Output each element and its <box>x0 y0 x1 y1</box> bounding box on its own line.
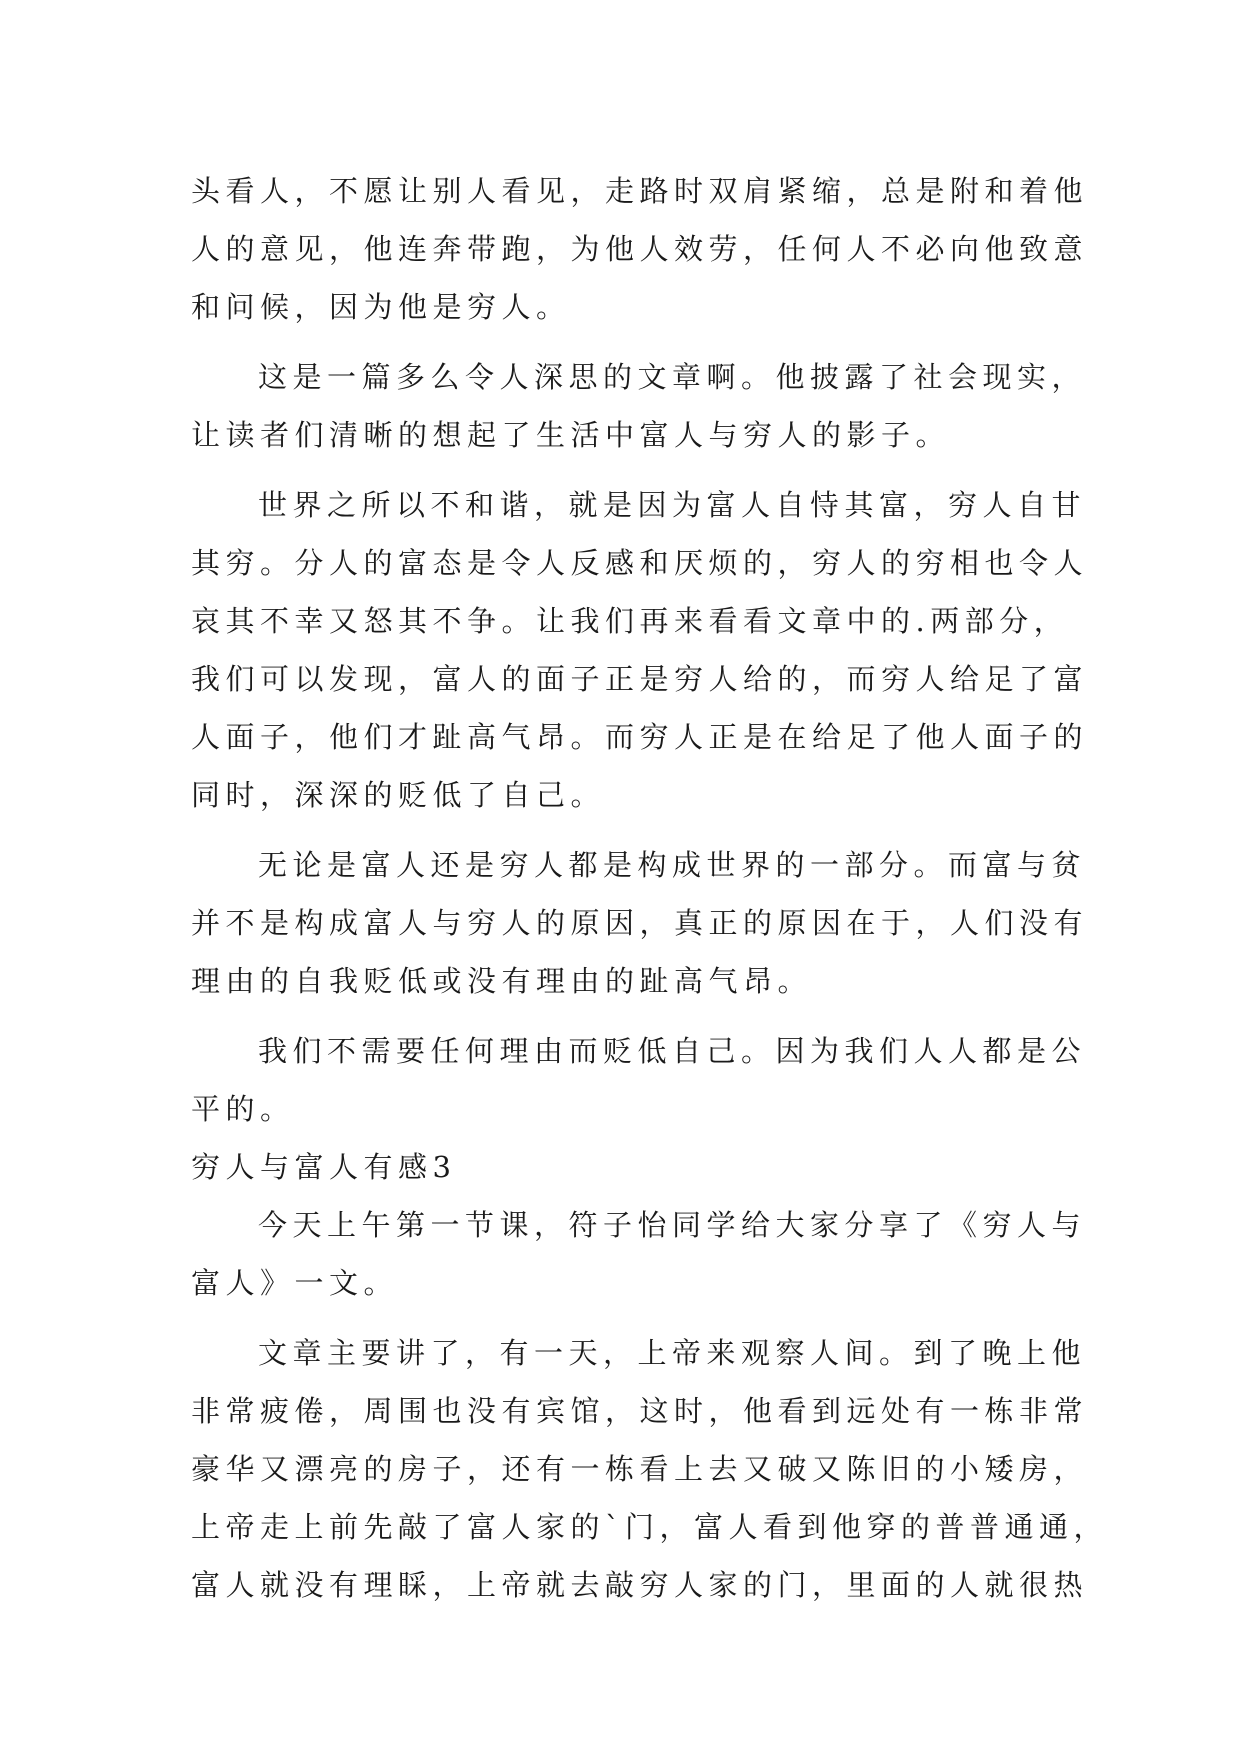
text-line: 同时，深深的贬低了自己。 <box>191 778 606 812</box>
text-line: 并不是构成富人与穷人的原因，真正的原因在于，人们没有 <box>191 906 1089 940</box>
text-line: 和问候，因为他是穷人。 <box>191 290 571 324</box>
text-line: 平的。 <box>191 1092 295 1126</box>
paragraph-start-line: 无论是富人还是穷人都是构成世界的一部分。而富与贫 <box>258 848 1087 882</box>
text-line: 人面子，他们才趾高气昂。而穷人正是在给足了他人面子的 <box>191 720 1089 754</box>
text-line: 其穷。分人的富态是令人反感和厌烦的，穷人的穷相也令人 <box>191 546 1089 580</box>
paragraph-start-line: 文章主要讲了，有一天，上帝来观察人间。到了晚上他 <box>258 1336 1087 1370</box>
text-line: 哀其不幸又怒其不争。让我们再来看看文章中的.两部分， <box>191 604 1069 638</box>
text-line: 头看人，不愿让别人看见，走路时双肩紧缩，总是附和着他 <box>191 174 1089 208</box>
text-line: 豪华又漂亮的房子，还有一栋看上去又破又陈旧的小矮房， <box>191 1452 1089 1486</box>
text-line: 人的意见，他连奔带跑，为他人效劳，任何人不必向他致意 <box>191 232 1089 266</box>
document-body <box>191 162 1109 1614</box>
text-line: 富人》一文。 <box>191 1266 399 1300</box>
paragraph-start-line: 世界之所以不和谐，就是因为富人自恃其富，穷人自甘 <box>258 488 1087 522</box>
text-line: 理由的自我贬低或没有理由的趾高气昂。 <box>191 964 813 998</box>
paragraph-start-line: 今天上午第一节课，符子怡同学给大家分享了《穷人与 <box>258 1208 1087 1242</box>
section-heading: 穷人与富人有感3 <box>191 1150 457 1184</box>
text-line: 我们可以发现，富人的面子正是穷人给的，而穷人给足了富 <box>191 662 1089 696</box>
text-line: 富人就没有理睬，上帝就去敲穷人家的门，里面的人就很热 <box>191 1568 1089 1602</box>
paragraph-start-line: 我们不需要任何理由而贬低自己。因为我们人人都是公 <box>258 1034 1087 1068</box>
text-line: 让读者们清晰的想起了生活中富人与穷人的影子。 <box>191 418 951 452</box>
text-line: 上帝走上前先敲了富人家的`门，富人看到他穿的普普通通， <box>191 1510 1109 1544</box>
paragraph-start-line: 这是一篇多么令人深思的文章啊。他披露了社会现实， <box>258 360 1087 394</box>
text-line: 非常疲倦，周围也没有宾馆，这时，他看到远处有一栋非常 <box>191 1394 1089 1428</box>
